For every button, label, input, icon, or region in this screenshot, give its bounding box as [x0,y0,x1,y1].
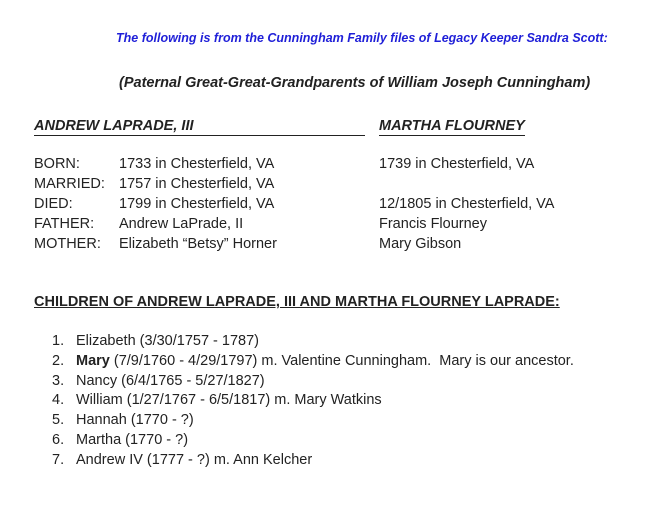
child-name: Elizabeth [76,333,136,349]
fact-label: MARRIED: [34,176,105,192]
husband-name-heading: ANDREW LAPRADE, III [34,117,365,136]
vital-facts-table [34,154,634,254]
list-item [52,411,574,431]
intro-note: The following is from the Cunningham Family files of Legacy Keeper Sandra Scott: [116,31,608,45]
list-number: 5. [52,412,65,429]
child-detail: (6/4/1765 - 5/27/1827) [117,372,265,389]
children-heading: CHILDREN OF ANDREW LAPRADE, III AND MARTHA FLOURNEY LAPRADE: [34,294,560,310]
relationship-subtitle: (Paternal Great-Great-Grandparents of William Joseph Cunningham) [119,75,591,91]
list-number: 7. [52,451,65,468]
fact-row-died [34,194,634,214]
fact-label: FATHER: [34,216,95,232]
child-detail: (1777 - ?) m. Ann Kelcher [142,451,313,468]
husband-fact: 1799 in Chesterfield, VA [119,196,275,212]
child-name: William [76,392,123,409]
wife-fact: Mary Gibson [379,236,462,252]
list-item [52,451,574,471]
fact-row-father [34,214,634,234]
child-name: Martha [76,431,122,448]
child-name: Hannah [76,412,127,429]
list-number: 2. [52,352,65,369]
husband-fact: 1757 in Chesterfield, VA [119,176,275,192]
list-item [52,431,574,451]
wife-fact: 1739 in Chesterfield, VA [379,156,535,172]
fact-label: MOTHER: [34,236,101,252]
wife-fact: Francis Flourney [379,216,487,232]
husband-fact: Elizabeth “Betsy” Horner [119,236,277,252]
list-number: 3. [52,372,65,389]
list-item [52,352,574,372]
wife-name-heading: MARTHA FLOURNEY [379,118,525,134]
child-detail: (1/27/1767 - 6/5/1817) m. Mary Watkins [122,392,382,409]
child-detail: (1770 - ?) [126,412,194,429]
fact-label: DIED: [34,196,73,212]
fact-label: BORN: [34,156,80,172]
child-name: Nancy [76,372,118,389]
wife-fact: 12/1805 in Chesterfield, VA [379,196,555,212]
child-detail: (7/9/1760 - 4/29/1797) m. Valentine Cunningham. Mary is our ancestor. [109,352,574,369]
list-item [52,391,574,411]
husband-fact: Andrew LaPrade, II [119,216,244,232]
fact-row-mother [34,234,634,254]
fact-row-born [34,154,634,174]
child-name: Andrew IV [76,451,143,468]
child-detail: (3/30/1757 - 1787) [135,333,259,349]
husband-fact: 1733 in Chesterfield, VA [119,156,275,172]
child-name-ancestor: Mary [76,352,110,369]
fact-row-married [34,174,634,194]
children-list [52,332,574,471]
list-number: 4. [52,392,65,409]
list-item [52,332,574,352]
list-item [52,372,574,392]
list-number: 1. [52,333,65,349]
list-number: 6. [52,431,65,448]
child-detail: (1770 - ?) [121,431,189,448]
